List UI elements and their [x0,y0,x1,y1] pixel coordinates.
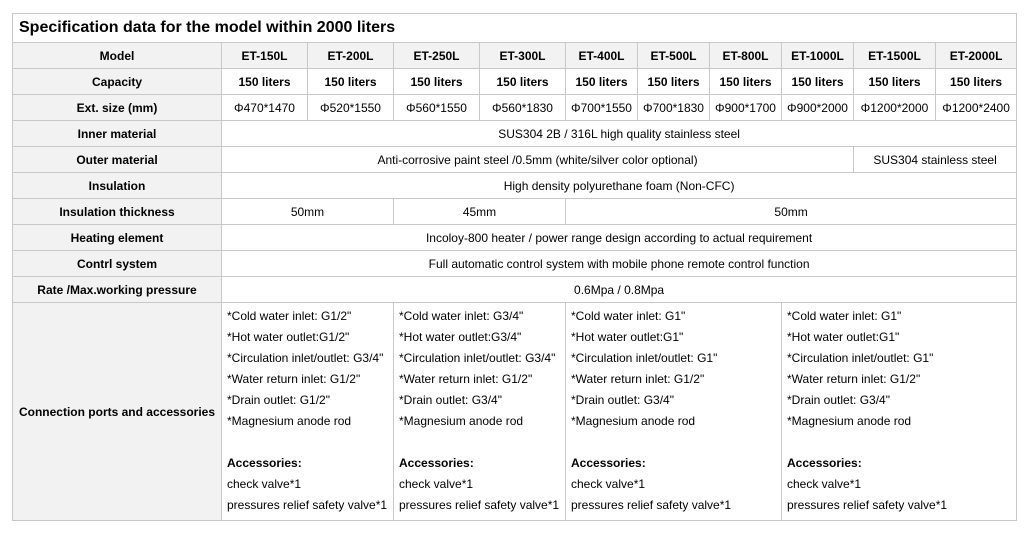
ext-size-cell: Φ700*1550 [566,95,638,121]
insulation-thickness-value: 45mm [394,199,566,225]
connection-line: *Drain outlet: G1/2" [227,393,330,407]
ext-size-cell: Φ1200*2000 [854,95,936,121]
connection-line: *Drain outlet: G3/4" [787,393,890,407]
capacity-cell: 150 liters [854,69,936,95]
connection-group-3 [566,303,782,521]
connection-group-2 [394,303,566,521]
accessories-heading: Accessories: [399,456,474,470]
ext-size-cell: Φ470*1470 [222,95,308,121]
row-label-inner-material: Inner material [13,121,222,147]
model-cell: ET-2000L [936,43,1017,69]
connection-line: *Circulation inlet/outlet: G3/4" [399,351,556,365]
row-label-heating-element: Heating element [13,225,222,251]
connection-line: *Drain outlet: G3/4" [399,393,502,407]
connection-line: *Hot water outlet:G1/2" [227,330,350,344]
model-cell: ET-300L [480,43,566,69]
insulation-value: High density polyurethane foam (Non-CFC) [222,173,1017,199]
spec-table [12,13,1017,521]
outer-material-row [13,147,1017,173]
model-cell: ET-1000L [782,43,854,69]
pressure-value: 0.6Mpa / 0.8Mpa [222,277,1017,303]
capacity-row [13,69,1017,95]
row-label-ext-size: Ext. size (mm) [13,95,222,121]
row-label-model: Model [13,43,222,69]
model-cell: ET-400L [566,43,638,69]
model-cell: ET-150L [222,43,308,69]
table-title: Specification data for the model within 2000 liters [13,14,1017,43]
connection-group-4 [782,303,1017,521]
connection-line: *Hot water outlet:G1" [571,330,684,344]
outer-material-paint: Anti-corrosive paint steel /0.5mm (white/silver color optional) [222,147,854,173]
ext-size-cell: Φ560*1830 [480,95,566,121]
row-label-capacity: Capacity [13,69,222,95]
connection-line: *Circulation inlet/outlet: G1" [571,351,718,365]
inner-material-value: SUS304 2B / 316L high quality stainless steel [222,121,1017,147]
ext-size-row [13,95,1017,121]
ext-size-cell: Φ900*1700 [710,95,782,121]
connection-line: *Magnesium anode rod [227,414,352,428]
connection-line: *Water return inlet: G1/2" [787,372,921,386]
capacity-cell: 150 liters [782,69,854,95]
insulation-thickness-row [13,199,1017,225]
capacity-cell: 150 liters [394,69,480,95]
connection-line: *Cold water inlet: G1" [571,309,686,323]
row-label-connection: Connection ports and accessories [13,303,222,521]
ext-size-cell: Φ700*1830 [638,95,710,121]
connection-line: *Magnesium anode rod [571,414,696,428]
capacity-cell: 150 liters [936,69,1017,95]
insulation-row [13,173,1017,199]
accessories-heading: Accessories: [571,456,646,470]
accessory-item: check valve*1 [787,477,862,491]
outer-material-steel: SUS304 stainless steel [854,147,1017,173]
connection-line: *Cold water inlet: G3/4" [399,309,524,323]
accessories-heading: Accessories: [227,456,302,470]
connection-line: *Cold water inlet: G1" [787,309,902,323]
spacer [399,432,560,453]
inner-material-row [13,121,1017,147]
model-cell: ET-250L [394,43,480,69]
control-system-value: Full automatic control system with mobile phone remote control function [222,251,1017,277]
connection-line: *Magnesium anode rod [399,414,524,428]
capacity-cell: 150 liters [222,69,308,95]
accessory-item: pressures relief safety valve*1 [571,498,732,512]
accessory-item: pressures relief safety valve*1 [227,498,388,512]
capacity-cell: 150 liters [710,69,782,95]
accessory-item: check valve*1 [399,477,474,491]
pressure-row [13,277,1017,303]
row-label-insulation-thickness: Insulation thickness [13,199,222,225]
insulation-thickness-value: 50mm [566,199,1017,225]
accessory-item: pressures relief safety valve*1 [787,498,948,512]
control-system-row [13,251,1017,277]
spec-table-container [12,13,1016,521]
connection-line: *Water return inlet: G1/2" [399,372,533,386]
accessory-item: pressures relief safety valve*1 [399,498,560,512]
connection-row [13,303,1017,521]
heating-element-value: Incoloy-800 heater / power range design according to actual requirement [222,225,1017,251]
model-row [13,43,1017,69]
heating-element-row [13,225,1017,251]
row-label-outer-material: Outer material [13,147,222,173]
connection-group-1 [222,303,394,521]
connection-line: *Drain outlet: G3/4" [571,393,674,407]
connection-line: *Hot water outlet:G3/4" [399,330,522,344]
connection-line: *Circulation inlet/outlet: G3/4" [227,351,384,365]
capacity-cell: 150 liters [566,69,638,95]
spacer [787,432,1011,453]
connection-line: *Water return inlet: G1/2" [571,372,705,386]
spacer [227,432,388,453]
model-cell: ET-800L [710,43,782,69]
row-label-insulation: Insulation [13,173,222,199]
connection-line: *Water return inlet: G1/2" [227,372,361,386]
model-cell: ET-200L [308,43,394,69]
connection-line: *Magnesium anode rod [787,414,912,428]
connection-line: *Circulation inlet/outlet: G1" [787,351,934,365]
accessory-item: check valve*1 [227,477,302,491]
accessory-item: check valve*1 [571,477,646,491]
spacer [571,432,776,453]
row-label-pressure: Rate /Max.working pressure [13,277,222,303]
ext-size-cell: Φ560*1550 [394,95,480,121]
accessories-heading: Accessories: [787,456,862,470]
insulation-thickness-value: 50mm [222,199,394,225]
connection-line: *Cold water inlet: G1/2" [227,309,352,323]
row-label-control-system: Contrl system [13,251,222,277]
capacity-cell: 150 liters [308,69,394,95]
model-cell: ET-500L [638,43,710,69]
connection-line: *Hot water outlet:G1" [787,330,900,344]
ext-size-cell: Φ900*2000 [782,95,854,121]
ext-size-cell: Φ520*1550 [308,95,394,121]
capacity-cell: 150 liters [638,69,710,95]
capacity-cell: 150 liters [480,69,566,95]
ext-size-cell: Φ1200*2400 [936,95,1017,121]
model-cell: ET-1500L [854,43,936,69]
